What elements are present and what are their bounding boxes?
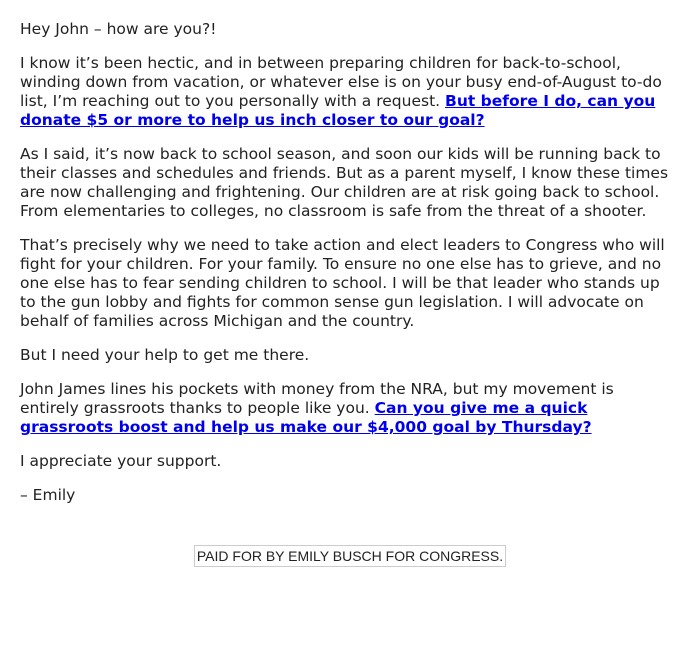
donate-link[interactable]: But before I do, can you donate $5 or more to help us inch closer to our goal?: [20, 92, 656, 129]
paragraph-appreciation: I appreciate your support.: [20, 452, 222, 470]
email-body: [20, 20, 674, 520]
paragraph-request: [20, 54, 674, 130]
greeting: Hey John – how are you?!: [20, 20, 217, 38]
paragraph-grassroots: [20, 380, 674, 437]
signature: – Emily: [20, 486, 76, 504]
paragraph-request-text: I know it’s been hectic, and in between preparing children for back-to-school, winding down from vacation, or whatever else is on your busy end-of-August to-do list, I’m reaching out to you personally with a request.: [20, 54, 662, 110]
paragraph-back-to-school: As I said, it’s now back to school season, and soon our kids will be running back to their classes and schedules and friends. But as a parent myself, I know these times are now challenging and frightening. Our children are at risk going back to school. From elementaries to colleges, no classroom is safe from the threat of a shooter.: [20, 145, 669, 220]
paragraph-need-help: But I need your help to get me there.: [20, 346, 310, 364]
paragraph-take-action: That’s precisely why we need to take action and elect leaders to Congress who will fight for your children. For your family. To ensure no one else has to grieve, and no one else has to fear sending children to school. I will be that leader who stands up to the gun lobby and fights for common sense gun legislation. I will advocate on behalf of families across Michigan and the country.: [20, 236, 665, 330]
footer: [0, 545, 700, 567]
grassroots-boost-link[interactable]: Can you give me a quick grassroots boost and help us make our $4,000 goal by Thursday?: [20, 399, 592, 436]
paragraph-grassroots-text: John James lines his pockets with money from the NRA, but my movement is entirely grassroots thanks to people like you.: [20, 380, 614, 417]
paid-for-disclaimer: PAID FOR BY EMILY BUSCH FOR CONGRESS.: [194, 545, 506, 567]
